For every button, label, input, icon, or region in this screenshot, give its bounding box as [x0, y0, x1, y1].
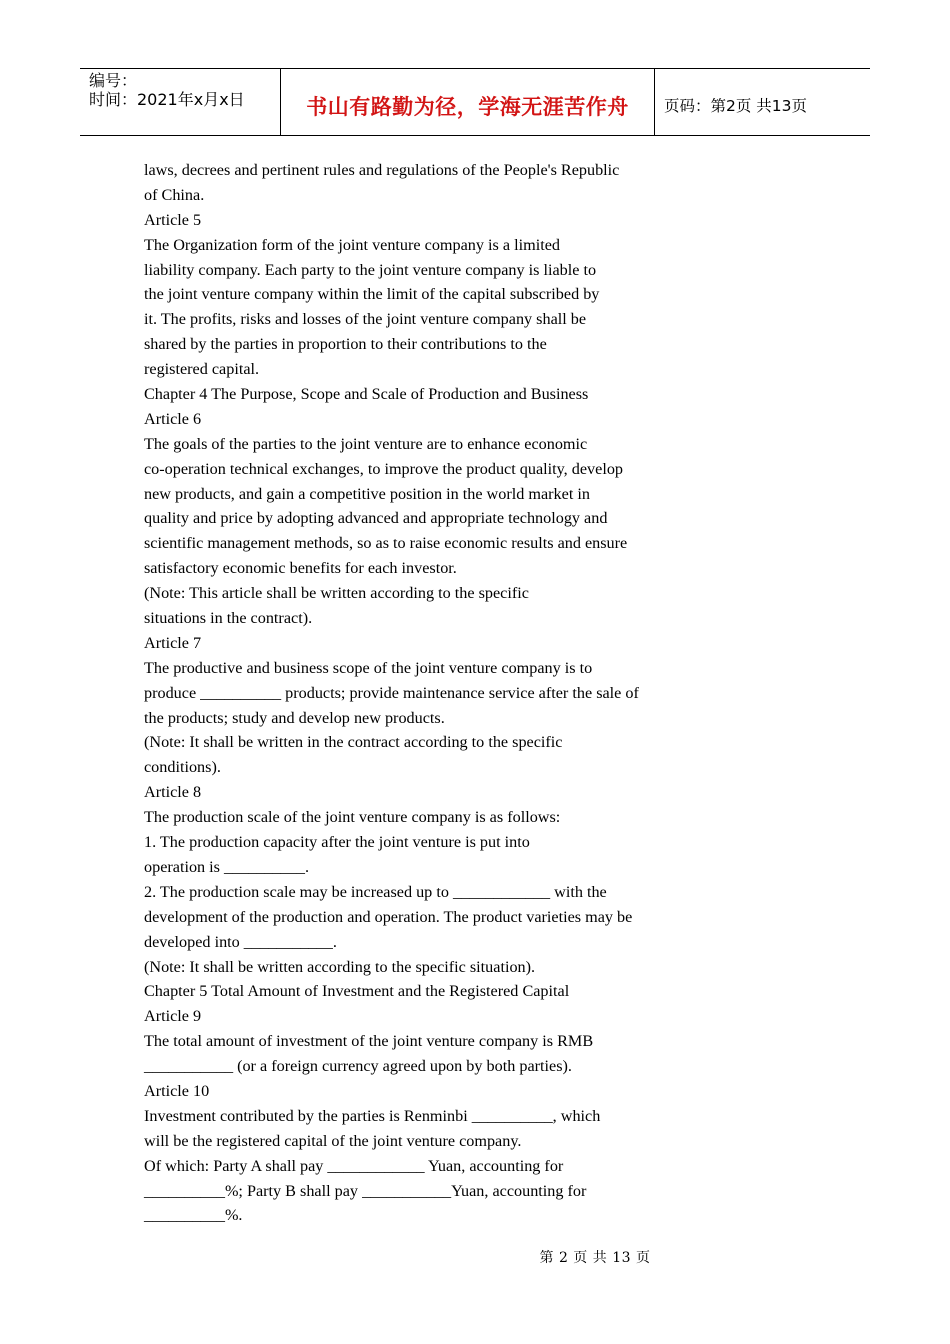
body-text-line: it. The profits, risks and losses of the joint venture company shall be	[144, 310, 587, 329]
body-text-line: Article 8	[144, 783, 202, 802]
header-right-cell	[655, 69, 870, 135]
document-number-label: 编号：	[89, 71, 138, 90]
body-text-line: development of the production and operation. The product varieties may be	[144, 907, 633, 926]
body-text-line: laws, decrees and pertinent rules and regulations of the People's Republic	[144, 161, 620, 179]
header-middle-cell	[281, 69, 655, 135]
body-text-line: Article 6	[144, 409, 202, 428]
body-text-line: (Note: It shall be written according to the specific situation).	[144, 957, 536, 976]
header-left-cell	[80, 69, 281, 135]
body-text-line: 2. The production scale may be increased up to ____________ with the	[144, 882, 607, 901]
body-text-line: The goals of the parties to the joint venture are to enhance economic	[144, 434, 588, 453]
document-date-label: 时间：2021年x月x日	[89, 90, 245, 109]
body-text-line: Chapter 5 Total Amount of Investment and the Registered Capital	[144, 982, 570, 1001]
body-text-line: Article 9	[144, 1007, 202, 1026]
body-text-line: conditions).	[144, 758, 221, 777]
body-text-line: quality and price by adopting advanced and appropriate technology and	[144, 509, 608, 528]
body-text-line: (Note: This article shall be written according to the specific	[144, 584, 529, 603]
body-text-line: produce __________ products; provide maintenance service after the sale of	[144, 683, 639, 702]
body-text-line: new products, and gain a competitive position in the world market in	[144, 484, 590, 503]
body-text-line: (Note: It shall be written in the contract according to the specific	[144, 733, 563, 752]
header-motto: 书山有路勤为径，学海无涯苦作舟	[306, 95, 629, 119]
body-text-line: ___________ (or a foreign currency agreed upon by both parties).	[144, 1057, 572, 1076]
body-text-line: operation is __________.	[144, 857, 310, 876]
body-text-line: Of which: Party A shall pay ____________ Yuan, accounting for	[144, 1156, 564, 1175]
page-header	[80, 68, 870, 136]
body-text-line: the joint venture company within the limit of the capital subscribed by	[144, 285, 600, 304]
body-text-line: Article 10	[144, 1081, 210, 1100]
body-text-line: 1. The production capacity after the joint venture is put into	[144, 833, 530, 852]
header-page-info: 页码：第2页 共13页	[664, 97, 808, 115]
page-footer: 第 2 页 共 13 页	[539, 1250, 651, 1266]
body-text-line: Chapter 4 The Purpose, Scope and Scale of Production and Business	[144, 385, 589, 404]
body-text-line: satisfactory economic benefits for each investor.	[144, 559, 457, 578]
body-text-line: The productive and business scope of the joint venture company is to	[144, 658, 593, 677]
body-text-line: shared by the parties in proportion to their contributions to the	[144, 335, 547, 354]
body-text-line: __________%.	[144, 1206, 243, 1225]
body-text-line: Investment contributed by the parties is Renminbi __________, which	[144, 1106, 601, 1125]
body-text-line: The Organization form of the joint venture company is a limited	[144, 235, 560, 254]
body-text-line: of China.	[144, 185, 205, 204]
body-text-line: __________%; Party B shall pay ___________Yuan, accounting for	[144, 1181, 587, 1200]
body-text-line: scientific management methods, so as to raise economic results and ensure	[144, 534, 628, 553]
body-text-line: co-operation technical exchanges, to improve the product quality, develop	[144, 459, 624, 478]
body-text-line: The total amount of investment of the joint venture company is RMB	[144, 1032, 594, 1051]
body-text-line: registered capital.	[144, 360, 260, 379]
body-text-line: situations in the contract).	[144, 609, 313, 628]
body-text-line: will be the registered capital of the joint venture company.	[144, 1131, 522, 1150]
body-text-line: liability company. Each party to the joint venture company is liable to	[144, 260, 597, 279]
body-text-line: Article 7	[144, 633, 202, 652]
body-text-line: Article 5	[144, 210, 202, 229]
body-text-line: the products; study and develop new products.	[144, 708, 445, 727]
body-text-line: The production scale of the joint venture company is as follows:	[144, 808, 561, 827]
body-text-line: developed into ___________.	[144, 932, 337, 951]
document-body	[144, 158, 704, 1228]
